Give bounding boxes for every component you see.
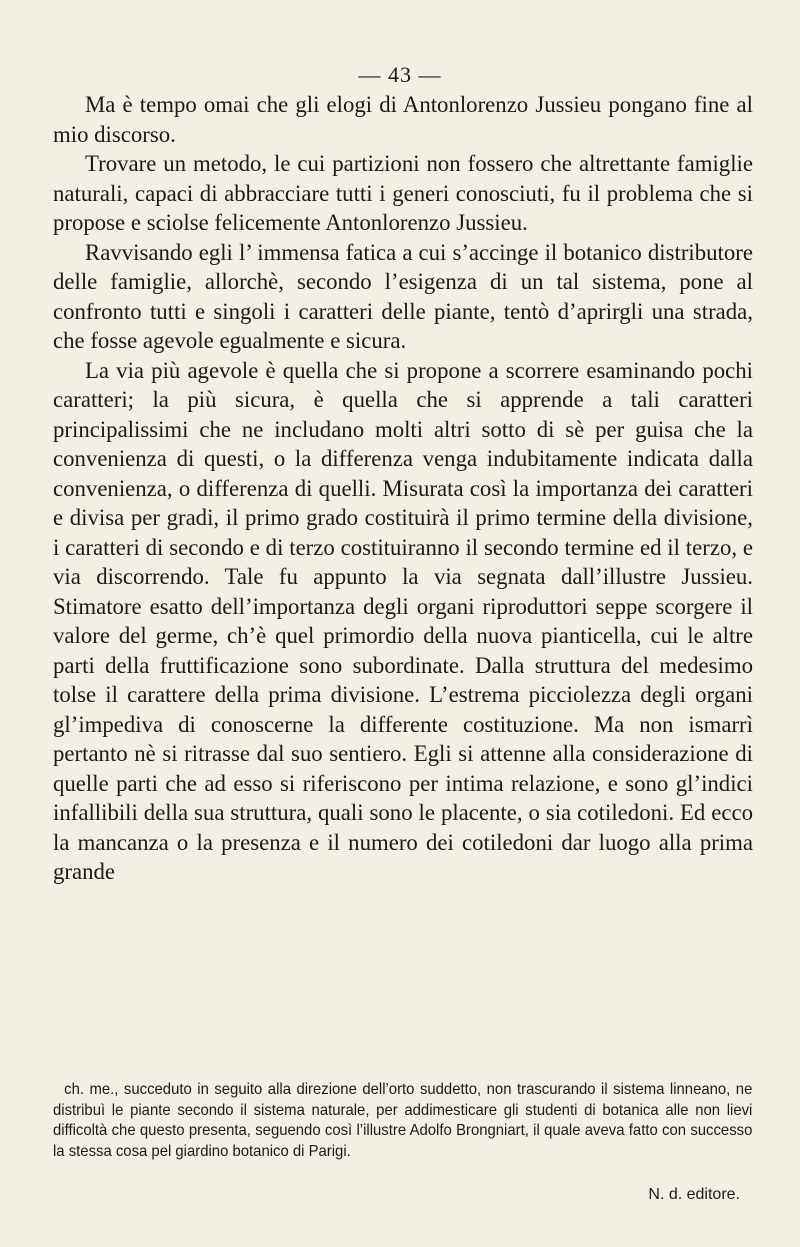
footnote bbox=[53, 1080, 752, 1162]
paragraph: La via più agevole è quella che si propone a scorrere esaminando pochi caratteri; la più sicura, è quella che si apprende a tali caratteri principalissimi che ne includano molti altri sotto di sè per guisa che la convenienza di questi, o la differenza venga indubitamente indicata dalla convenienza, o differenza di quelli. Misurata così la importanza dei caratteri e divisa per gradi, il primo grado costituirà il primo termine della divisione, i caratteri di secondo e di terzo costituiranno il secondo termine ed il terzo, e via discorrendo. Tale fu appunto la via segnata dall’illustre Jussieu. Stimatore esatto dell’importanza degli organi riproduttori seppe scorgere il valore del germe, ch’è quel primordio della nuova pianticella, cui le altre parti della fruttificazione sono subordinate. Dalla struttura del medesimo tolse il carattere della prima divisione. L’estrema picciolezza degli organi gl’impediva di conoscerne la differente costituzione. Ma non ismarrì pertanto nè si ritrasse dal suo sentiero. Egli si attenne alla considerazione di quelle parti che ad esso si riferiscono per intima relazione, e sono gl’indici infallibili della sua struttura, quali sono le placente, o sia cotiledoni. Ed ecco la mancanza o la presenza e il numero dei cotiledoni dar luogo alla prima grande bbox=[53, 357, 753, 884]
footnote-text: ch. me., succeduto in seguito alla direzione dell’orto suddetto, non trascurando il sistema linneano, ne distribuì le piante secondo il sistema naturale, per addimesticare gli studenti di botanica alle non lievi difficoltà che questo presenta, seguendo così l’illustre Adolfo Brongniart, il quale aveva fatto con successo la stessa cosa pel giardino botanico di Parigi. bbox=[53, 1081, 753, 1160]
paragraph: Ravvisando egli l’ immensa fatica a cui s’accinge il botanico distributore delle famiglie, allorchè, secondo l’esigenza di un tal sistema, pone al confronto tutti e singoli i caratteri delle piante, tentò d’aprirgli una strada, che fosse agevole egualmente e sicura. bbox=[53, 239, 753, 353]
paragraph: Ma è tempo omai che gli elogi di Antonlorenzo Jussieu pongano fine al mio discorso. bbox=[53, 92, 753, 147]
body-text bbox=[53, 90, 753, 887]
paragraph: Trovare un metodo, le cui partizioni non fossero che altrettante famiglie naturali, capaci di abbracciare tutti i generi conosciuti, fu il problema che si propose e sciolse felicemente Antonlorenzo Jussieu. bbox=[53, 151, 753, 235]
page-number: — 43 — bbox=[358, 62, 442, 87]
editor-signature: N. d. editore. bbox=[648, 1186, 740, 1203]
